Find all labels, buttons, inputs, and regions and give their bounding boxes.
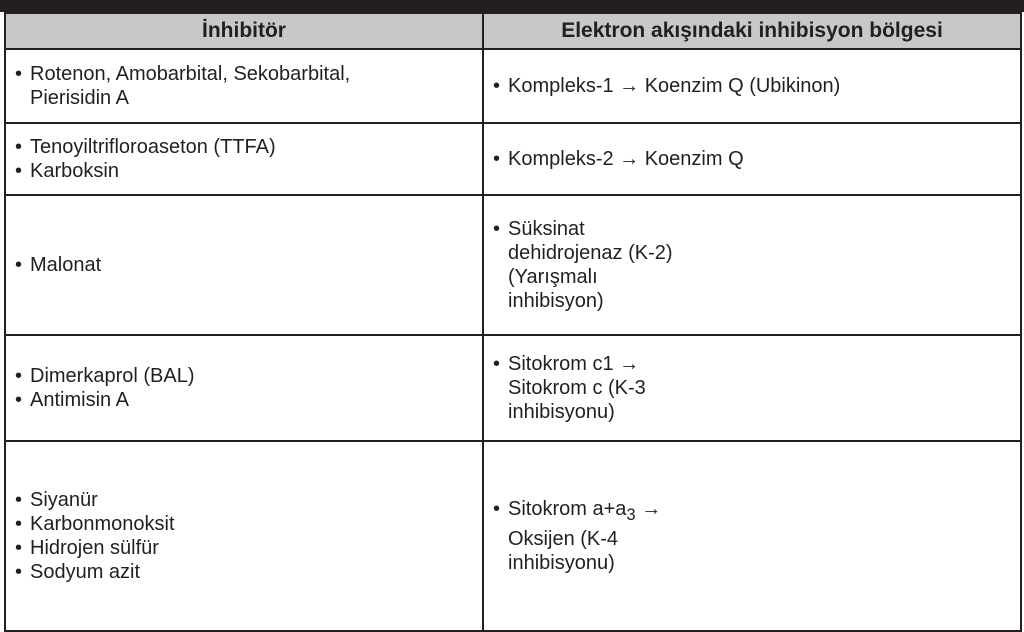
inhibitor-table	[4, 12, 1022, 632]
site-cell	[483, 123, 1021, 195]
table-row	[5, 195, 1021, 335]
inhibitor-item: • Karboksin	[12, 159, 476, 183]
site-cell	[483, 49, 1021, 123]
table-row	[5, 123, 1021, 195]
site-prefix: Sitokrom a+a	[508, 498, 627, 520]
site-item: • Süksinat dehidrojenaz (K-2) (Yarışmalı inhibisyon)	[490, 217, 1014, 313]
inhibitor-item: • Antimisin A	[12, 388, 476, 412]
site-item: • Sitokrom c1 → Sitokrom c (K-3 inhibisyonu)	[490, 352, 1014, 424]
inhibitor-cell	[5, 195, 483, 335]
inhibitor-item: • Malonat	[12, 253, 476, 277]
inhibitor-cell	[5, 49, 483, 123]
inhibitor-cell	[5, 123, 483, 195]
header-row	[5, 13, 1021, 49]
inhibitor-item: • Rotenon, Amobarbital, Sekobarbital, Pierisidin A	[12, 62, 476, 110]
inhibitor-cell	[5, 441, 483, 631]
site-subscript: 3	[626, 505, 636, 524]
header-inhibitor: İnhibitör	[5, 13, 483, 49]
table-row	[5, 441, 1021, 631]
site-cell	[483, 195, 1021, 335]
site-suffix: → Oksijen (K-4 inhibisyonu)	[508, 498, 662, 574]
inhibitor-item: • Hidrojen sülfür	[12, 536, 476, 560]
site-cell	[483, 441, 1021, 631]
inhibitor-item: • Sodyum azit	[12, 560, 476, 584]
table-row	[5, 335, 1021, 441]
site-item: • Kompleks-2 → Koenzim Q	[490, 147, 1014, 171]
site-cell	[483, 335, 1021, 441]
table-row	[5, 49, 1021, 123]
top-rule	[0, 0, 1024, 12]
header-inhibition-site: Elektron akışındaki inhibisyon bölgesi	[483, 13, 1021, 49]
inhibitor-item: • Dimerkaprol (BAL)	[12, 364, 476, 388]
site-item: • Kompleks-1 → Koenzim Q (Ubikinon)	[490, 74, 1014, 98]
inhibitor-item: • Tenoyiltrifloroaseton (TTFA)	[12, 135, 476, 159]
inhibitor-item: • Siyanür	[12, 488, 476, 512]
inhibitor-item: • Karbonmonoksit	[12, 512, 476, 536]
site-item	[490, 497, 1014, 575]
inhibitor-cell	[5, 335, 483, 441]
